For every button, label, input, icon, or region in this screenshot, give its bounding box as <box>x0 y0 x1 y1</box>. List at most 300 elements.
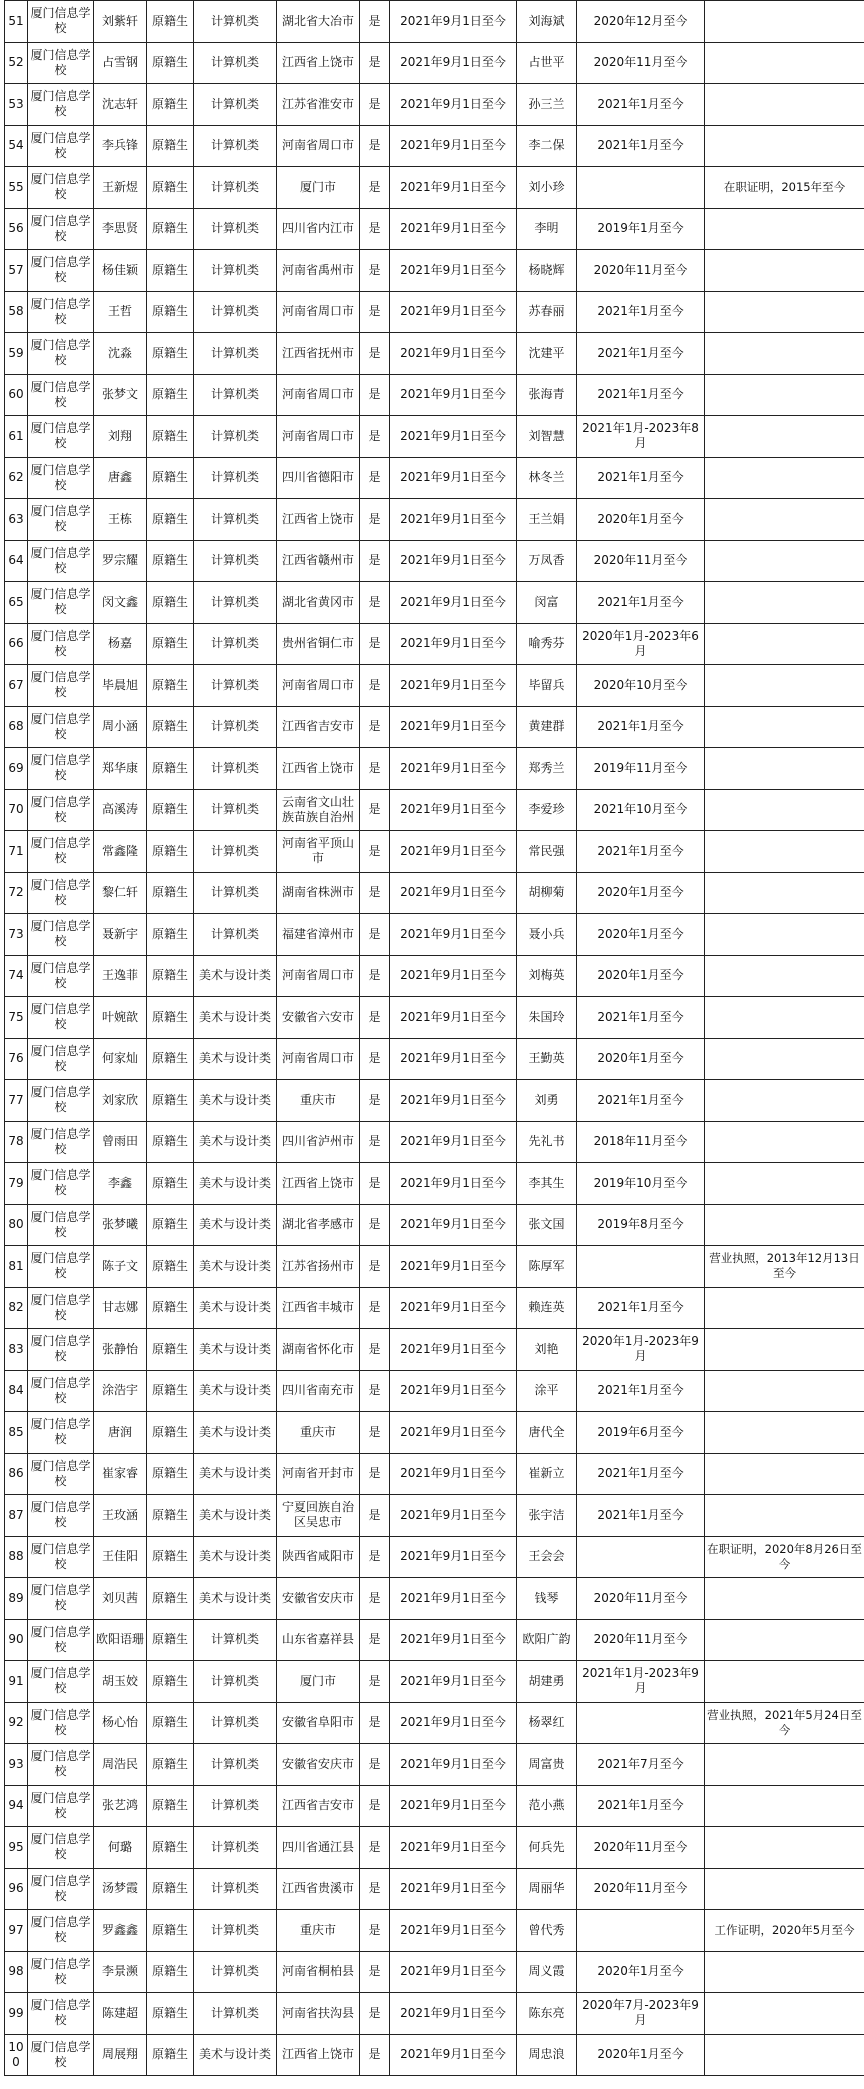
row-number-cell: 85 <box>5 1412 28 1454</box>
household-location-cell: 河南省周口市 <box>277 374 360 416</box>
row-number-cell: 69 <box>5 748 28 790</box>
household-location-cell: 山东省嘉祥县 <box>277 1619 360 1661</box>
flag-yes-cell: 是 <box>360 457 390 499</box>
guardian-social-security-period-cell <box>577 1536 705 1578</box>
student-name-cell: 欧阳语珊 <box>94 1619 147 1661</box>
student-name-cell: 王佳阳 <box>94 1536 147 1578</box>
guardian-name-cell: 王勤英 <box>517 1038 577 1080</box>
major-category-cell: 计算机类 <box>194 42 277 84</box>
school-name-cell: 厦门信息学校 <box>28 1702 94 1744</box>
table-row <box>5 540 864 582</box>
origin-type-cell: 原籍生 <box>147 706 194 748</box>
row-number-cell: 98 <box>5 1951 28 1993</box>
table-row <box>5 42 864 84</box>
remark-cell <box>705 1744 864 1786</box>
guardian-social-security-period-cell: 2019年8月至今 <box>577 1204 705 1246</box>
major-category-cell: 计算机类 <box>194 872 277 914</box>
guardian-name-cell: 刘勇 <box>517 1080 577 1122</box>
household-location-cell: 河南省周口市 <box>277 291 360 333</box>
remark-cell <box>705 333 864 375</box>
school-name-cell: 厦门信息学校 <box>28 1868 94 1910</box>
guardian-name-cell: 占世平 <box>517 42 577 84</box>
major-category-cell: 计算机类 <box>194 499 277 541</box>
household-location-cell: 河南省开封市 <box>277 1453 360 1495</box>
guardian-name-cell: 崔新立 <box>517 1453 577 1495</box>
remark-cell <box>705 1121 864 1163</box>
major-category-cell: 美术与设计类 <box>194 1287 277 1329</box>
table-row <box>5 748 864 790</box>
household-location-cell: 河南省周口市 <box>277 1038 360 1080</box>
guardian-social-security-period-cell: 2021年1月至今 <box>577 706 705 748</box>
student-name-cell: 张静怡 <box>94 1329 147 1371</box>
guardian-social-security-period-cell: 2021年7月至今 <box>577 1744 705 1786</box>
flag-yes-cell: 是 <box>360 1163 390 1205</box>
origin-type-cell: 原籍生 <box>147 1121 194 1163</box>
table-body <box>5 1 864 2076</box>
guardian-name-cell: 李明 <box>517 208 577 250</box>
school-name-cell: 厦门信息学校 <box>28 997 94 1039</box>
row-number-cell: 63 <box>5 499 28 541</box>
origin-type-cell: 原籍生 <box>147 1578 194 1620</box>
guardian-name-cell: 曾代秀 <box>517 1910 577 1952</box>
table-row <box>5 1578 864 1620</box>
table-row <box>5 1661 864 1703</box>
guardian-social-security-period-cell: 2020年1月至今 <box>577 2034 705 2076</box>
row-number-cell: 94 <box>5 1785 28 1827</box>
school-name-cell: 厦门信息学校 <box>28 250 94 292</box>
table-row <box>5 291 864 333</box>
major-category-cell: 计算机类 <box>194 914 277 956</box>
origin-type-cell: 原籍生 <box>147 2034 194 2076</box>
enrollment-period-cell: 2021年9月1日至今 <box>390 1951 517 1993</box>
enrollment-period-cell: 2021年9月1日至今 <box>390 457 517 499</box>
major-category-cell: 计算机类 <box>194 1951 277 1993</box>
major-category-cell: 计算机类 <box>194 208 277 250</box>
guardian-name-cell: 刘艳 <box>517 1329 577 1371</box>
household-location-cell: 江西省上饶市 <box>277 1163 360 1205</box>
remark-cell <box>705 42 864 84</box>
school-name-cell: 厦门信息学校 <box>28 1661 94 1703</box>
guardian-social-security-period-cell: 2021年1月至今 <box>577 997 705 1039</box>
table-row <box>5 1163 864 1205</box>
origin-type-cell: 原籍生 <box>147 1910 194 1952</box>
origin-type-cell: 原籍生 <box>147 1453 194 1495</box>
guardian-name-cell: 胡柳菊 <box>517 872 577 914</box>
row-number-cell: 76 <box>5 1038 28 1080</box>
school-name-cell: 厦门信息学校 <box>28 789 94 831</box>
row-number-cell: 62 <box>5 457 28 499</box>
household-location-cell: 安徽省安庆市 <box>277 1744 360 1786</box>
table-row <box>5 914 864 956</box>
origin-type-cell: 原籍生 <box>147 167 194 209</box>
row-number-cell: 56 <box>5 208 28 250</box>
table-row <box>5 208 864 250</box>
remark-cell: 营业执照，2013年12月13日至今 <box>705 1246 864 1288</box>
school-name-cell: 厦门信息学校 <box>28 167 94 209</box>
guardian-social-security-period-cell <box>577 1702 705 1744</box>
flag-yes-cell: 是 <box>360 1619 390 1661</box>
household-location-cell: 四川省德阳市 <box>277 457 360 499</box>
major-category-cell: 计算机类 <box>194 748 277 790</box>
guardian-name-cell: 朱国玲 <box>517 997 577 1039</box>
flag-yes-cell: 是 <box>360 706 390 748</box>
household-location-cell: 云南省文山壮族苗族自治州 <box>277 789 360 831</box>
student-name-cell: 唐润 <box>94 1412 147 1454</box>
school-name-cell: 厦门信息学校 <box>28 1287 94 1329</box>
student-name-cell: 唐鑫 <box>94 457 147 499</box>
school-name-cell: 厦门信息学校 <box>28 955 94 997</box>
guardian-social-security-period-cell: 2021年1月至今 <box>577 1453 705 1495</box>
guardian-social-security-period-cell: 2019年10月至今 <box>577 1163 705 1205</box>
enrollment-period-cell: 2021年9月1日至今 <box>390 1080 517 1122</box>
origin-type-cell: 原籍生 <box>147 374 194 416</box>
school-name-cell: 厦门信息学校 <box>28 1536 94 1578</box>
flag-yes-cell: 是 <box>360 291 390 333</box>
enrollment-period-cell: 2021年9月1日至今 <box>390 997 517 1039</box>
major-category-cell: 计算机类 <box>194 1827 277 1869</box>
origin-type-cell: 原籍生 <box>147 789 194 831</box>
student-name-cell: 汤梦霞 <box>94 1868 147 1910</box>
remark-cell <box>705 1827 864 1869</box>
major-category-cell: 美术与设计类 <box>194 1080 277 1122</box>
student-name-cell: 毕晨旭 <box>94 665 147 707</box>
table-row <box>5 167 864 209</box>
enrollment-period-cell: 2021年9月1日至今 <box>390 1329 517 1371</box>
row-number-cell: 75 <box>5 997 28 1039</box>
household-location-cell: 河南省扶沟县 <box>277 1993 360 2035</box>
origin-type-cell: 原籍生 <box>147 1370 194 1412</box>
household-location-cell: 江西省上饶市 <box>277 42 360 84</box>
guardian-name-cell: 范小燕 <box>517 1785 577 1827</box>
student-name-cell: 刘家欣 <box>94 1080 147 1122</box>
student-name-cell: 罗宗耀 <box>94 540 147 582</box>
table-row <box>5 1412 864 1454</box>
row-number-cell: 96 <box>5 1868 28 1910</box>
student-name-cell: 王新煜 <box>94 167 147 209</box>
remark-cell <box>705 1370 864 1412</box>
flag-yes-cell: 是 <box>360 1536 390 1578</box>
enrollment-period-cell: 2021年9月1日至今 <box>390 1495 517 1537</box>
row-number-cell: 73 <box>5 914 28 956</box>
guardian-social-security-period-cell: 2020年10月至今 <box>577 665 705 707</box>
school-name-cell: 厦门信息学校 <box>28 42 94 84</box>
guardian-name-cell: 周丽华 <box>517 1868 577 1910</box>
guardian-social-security-period-cell: 2021年1月至今 <box>577 84 705 126</box>
household-location-cell: 陕西省咸阳市 <box>277 1536 360 1578</box>
guardian-social-security-period-cell: 2021年1月至今 <box>577 831 705 873</box>
student-name-cell: 刘翔 <box>94 416 147 458</box>
enrollment-period-cell: 2021年9月1日至今 <box>390 1246 517 1288</box>
table-row <box>5 125 864 167</box>
household-location-cell: 湖北省孝感市 <box>277 1204 360 1246</box>
table-row <box>5 623 864 665</box>
major-category-cell: 计算机类 <box>194 250 277 292</box>
enrollment-period-cell: 2021年9月1日至今 <box>390 1910 517 1952</box>
school-name-cell: 厦门信息学校 <box>28 2034 94 2076</box>
major-category-cell: 计算机类 <box>194 333 277 375</box>
row-number-cell: 70 <box>5 789 28 831</box>
household-location-cell: 湖北省大冶市 <box>277 1 360 43</box>
origin-type-cell: 原籍生 <box>147 250 194 292</box>
major-category-cell: 计算机类 <box>194 84 277 126</box>
household-location-cell: 江西省上饶市 <box>277 748 360 790</box>
origin-type-cell: 原籍生 <box>147 42 194 84</box>
household-location-cell: 河南省周口市 <box>277 665 360 707</box>
remark-cell <box>705 2034 864 2076</box>
major-category-cell: 计算机类 <box>194 1785 277 1827</box>
school-name-cell: 厦门信息学校 <box>28 706 94 748</box>
school-name-cell: 厦门信息学校 <box>28 1163 94 1205</box>
household-location-cell: 河南省周口市 <box>277 416 360 458</box>
row-number-cell: 95 <box>5 1827 28 1869</box>
guardian-name-cell: 李爱珍 <box>517 789 577 831</box>
enrollment-period-cell: 2021年9月1日至今 <box>390 706 517 748</box>
origin-type-cell: 原籍生 <box>147 997 194 1039</box>
student-name-cell: 曾雨田 <box>94 1121 147 1163</box>
enrollment-period-cell: 2021年9月1日至今 <box>390 1412 517 1454</box>
guardian-name-cell: 闵富 <box>517 582 577 624</box>
major-category-cell: 计算机类 <box>194 1993 277 2035</box>
major-category-cell: 美术与设计类 <box>194 1121 277 1163</box>
flag-yes-cell: 是 <box>360 955 390 997</box>
student-name-cell: 高溪涛 <box>94 789 147 831</box>
origin-type-cell: 原籍生 <box>147 665 194 707</box>
remark-cell <box>705 1204 864 1246</box>
guardian-name-cell: 喻秀芬 <box>517 623 577 665</box>
student-name-cell: 崔家睿 <box>94 1453 147 1495</box>
flag-yes-cell: 是 <box>360 333 390 375</box>
row-number-cell: 65 <box>5 582 28 624</box>
major-category-cell: 计算机类 <box>194 1744 277 1786</box>
guardian-social-security-period-cell: 2021年1月至今 <box>577 1495 705 1537</box>
remark-cell <box>705 748 864 790</box>
enrollment-period-cell: 2021年9月1日至今 <box>390 1661 517 1703</box>
row-number-cell: 81 <box>5 1246 28 1288</box>
major-category-cell: 美术与设计类 <box>194 1370 277 1412</box>
origin-type-cell: 原籍生 <box>147 457 194 499</box>
flag-yes-cell: 是 <box>360 1495 390 1537</box>
flag-yes-cell: 是 <box>360 1287 390 1329</box>
guardian-name-cell: 刘海斌 <box>517 1 577 43</box>
table-row <box>5 1910 864 1952</box>
guardian-social-security-period-cell: 2020年11月至今 <box>577 540 705 582</box>
guardian-name-cell: 万凤香 <box>517 540 577 582</box>
table-row <box>5 1287 864 1329</box>
enrollment-period-cell: 2021年9月1日至今 <box>390 1163 517 1205</box>
household-location-cell: 江西省抚州市 <box>277 333 360 375</box>
guardian-social-security-period-cell <box>577 167 705 209</box>
remark-cell <box>705 84 864 126</box>
remark-cell <box>705 374 864 416</box>
enrollment-period-cell: 2021年9月1日至今 <box>390 1453 517 1495</box>
remark-cell <box>705 1163 864 1205</box>
flag-yes-cell: 是 <box>360 623 390 665</box>
school-name-cell: 厦门信息学校 <box>28 1080 94 1122</box>
student-name-cell: 王逸菲 <box>94 955 147 997</box>
origin-type-cell: 原籍生 <box>147 84 194 126</box>
flag-yes-cell: 是 <box>360 1993 390 2035</box>
enrollment-period-cell: 2021年9月1日至今 <box>390 1287 517 1329</box>
table-row <box>5 582 864 624</box>
student-name-cell: 李景濒 <box>94 1951 147 1993</box>
major-category-cell: 美术与设计类 <box>194 1412 277 1454</box>
guardian-name-cell: 黄建群 <box>517 706 577 748</box>
school-name-cell: 厦门信息学校 <box>28 333 94 375</box>
origin-type-cell: 原籍生 <box>147 1412 194 1454</box>
guardian-social-security-period-cell: 2020年1月至今 <box>577 914 705 956</box>
major-category-cell: 计算机类 <box>194 706 277 748</box>
household-location-cell: 厦门市 <box>277 167 360 209</box>
enrollment-period-cell: 2021年9月1日至今 <box>390 208 517 250</box>
enrollment-period-cell: 2021年9月1日至今 <box>390 1578 517 1620</box>
major-category-cell: 计算机类 <box>194 125 277 167</box>
row-number-cell: 90 <box>5 1619 28 1661</box>
student-name-cell: 张梦文 <box>94 374 147 416</box>
table-row <box>5 789 864 831</box>
household-location-cell: 重庆市 <box>277 1080 360 1122</box>
household-location-cell: 河南省桐柏县 <box>277 1951 360 1993</box>
row-number-cell: 80 <box>5 1204 28 1246</box>
flag-yes-cell: 是 <box>360 831 390 873</box>
table-row <box>5 416 864 458</box>
student-name-cell: 沈淼 <box>94 333 147 375</box>
table-row <box>5 84 864 126</box>
flag-yes-cell: 是 <box>360 872 390 914</box>
household-location-cell: 安徽省阜阳市 <box>277 1702 360 1744</box>
household-location-cell: 河南省禹州市 <box>277 250 360 292</box>
student-name-cell: 胡玉姣 <box>94 1661 147 1703</box>
row-number-cell: 74 <box>5 955 28 997</box>
major-category-cell: 计算机类 <box>194 1702 277 1744</box>
remark-cell: 工作证明，2020年5月至今 <box>705 1910 864 1952</box>
row-number-cell: 54 <box>5 125 28 167</box>
enrollment-period-cell: 2021年9月1日至今 <box>390 1619 517 1661</box>
origin-type-cell: 原籍生 <box>147 540 194 582</box>
guardian-name-cell: 杨晓辉 <box>517 250 577 292</box>
guardian-social-security-period-cell: 2020年11月至今 <box>577 1578 705 1620</box>
school-name-cell: 厦门信息学校 <box>28 1204 94 1246</box>
row-number-cell: 93 <box>5 1744 28 1786</box>
student-name-cell: 郑华康 <box>94 748 147 790</box>
remark-cell <box>705 250 864 292</box>
table-row <box>5 374 864 416</box>
remark-cell <box>705 1287 864 1329</box>
flag-yes-cell: 是 <box>360 1080 390 1122</box>
remark-cell <box>705 665 864 707</box>
origin-type-cell: 原籍生 <box>147 291 194 333</box>
guardian-social-security-period-cell: 2021年1月至今 <box>577 582 705 624</box>
major-category-cell: 计算机类 <box>194 1619 277 1661</box>
guardian-social-security-period-cell: 2019年11月至今 <box>577 748 705 790</box>
table-row <box>5 1744 864 1786</box>
household-location-cell: 湖南省怀化市 <box>277 1329 360 1371</box>
school-name-cell: 厦门信息学校 <box>28 125 94 167</box>
table-row <box>5 1495 864 1537</box>
major-category-cell: 计算机类 <box>194 1 277 43</box>
guardian-social-security-period-cell: 2020年1月-2023年9月 <box>577 1329 705 1371</box>
guardian-name-cell: 涂平 <box>517 1370 577 1412</box>
major-category-cell: 计算机类 <box>194 457 277 499</box>
household-location-cell: 宁夏回族自治区吴忠市 <box>277 1495 360 1537</box>
school-name-cell: 厦门信息学校 <box>28 872 94 914</box>
school-name-cell: 厦门信息学校 <box>28 582 94 624</box>
guardian-social-security-period-cell: 2021年10月至今 <box>577 789 705 831</box>
guardian-name-cell: 周忠浪 <box>517 2034 577 2076</box>
guardian-social-security-period-cell: 2020年1月至今 <box>577 1038 705 1080</box>
enrollment-period-cell: 2021年9月1日至今 <box>390 42 517 84</box>
flag-yes-cell: 是 <box>360 1578 390 1620</box>
guardian-social-security-period-cell: 2021年1月至今 <box>577 291 705 333</box>
flag-yes-cell: 是 <box>360 540 390 582</box>
remark-cell <box>705 789 864 831</box>
household-location-cell: 江苏省扬州市 <box>277 1246 360 1288</box>
household-location-cell: 河南省周口市 <box>277 955 360 997</box>
guardian-name-cell: 苏春丽 <box>517 291 577 333</box>
major-category-cell: 计算机类 <box>194 291 277 333</box>
student-name-cell: 王哲 <box>94 291 147 333</box>
enrollment-period-cell: 2021年9月1日至今 <box>390 291 517 333</box>
enrollment-period-cell: 2021年9月1日至今 <box>390 1785 517 1827</box>
household-location-cell: 河南省平顶山市 <box>277 831 360 873</box>
school-name-cell: 厦门信息学校 <box>28 84 94 126</box>
school-name-cell: 厦门信息学校 <box>28 1453 94 1495</box>
table-row <box>5 1204 864 1246</box>
row-number-cell: 89 <box>5 1578 28 1620</box>
enrollment-period-cell: 2021年9月1日至今 <box>390 1038 517 1080</box>
major-category-cell: 美术与设计类 <box>194 997 277 1039</box>
remark-cell: 在职证明，2015年至今 <box>705 167 864 209</box>
student-name-cell: 周小涵 <box>94 706 147 748</box>
guardian-name-cell: 刘智慧 <box>517 416 577 458</box>
student-name-cell: 李兵锋 <box>94 125 147 167</box>
student-name-cell: 刘贝茜 <box>94 1578 147 1620</box>
major-category-cell: 计算机类 <box>194 167 277 209</box>
household-location-cell: 江西省吉安市 <box>277 706 360 748</box>
student-name-cell: 周浩民 <box>94 1744 147 1786</box>
flag-yes-cell: 是 <box>360 1744 390 1786</box>
student-name-cell: 黎仁轩 <box>94 872 147 914</box>
guardian-name-cell: 钱琴 <box>517 1578 577 1620</box>
row-number-cell: 79 <box>5 1163 28 1205</box>
major-category-cell: 美术与设计类 <box>194 1578 277 1620</box>
row-number-cell: 68 <box>5 706 28 748</box>
guardian-name-cell: 李其生 <box>517 1163 577 1205</box>
guardian-name-cell: 欧阳广韵 <box>517 1619 577 1661</box>
origin-type-cell: 原籍生 <box>147 831 194 873</box>
school-name-cell: 厦门信息学校 <box>28 623 94 665</box>
guardian-social-security-period-cell: 2021年1月至今 <box>577 1785 705 1827</box>
major-category-cell: 计算机类 <box>194 1661 277 1703</box>
guardian-name-cell: 周富贵 <box>517 1744 577 1786</box>
row-number-cell: 72 <box>5 872 28 914</box>
origin-type-cell: 原籍生 <box>147 955 194 997</box>
student-name-cell: 杨嘉 <box>94 623 147 665</box>
major-category-cell: 计算机类 <box>194 665 277 707</box>
origin-type-cell: 原籍生 <box>147 1993 194 2035</box>
flag-yes-cell: 是 <box>360 1910 390 1952</box>
origin-type-cell: 原籍生 <box>147 1868 194 1910</box>
remark-cell <box>705 208 864 250</box>
guardian-name-cell: 聂小兵 <box>517 914 577 956</box>
table-row <box>5 1 864 43</box>
row-number-cell: 53 <box>5 84 28 126</box>
table-row <box>5 333 864 375</box>
row-number-cell: 66 <box>5 623 28 665</box>
household-location-cell: 重庆市 <box>277 1412 360 1454</box>
major-category-cell: 计算机类 <box>194 374 277 416</box>
guardian-social-security-period-cell: 2020年11月至今 <box>577 42 705 84</box>
table-row <box>5 1619 864 1661</box>
